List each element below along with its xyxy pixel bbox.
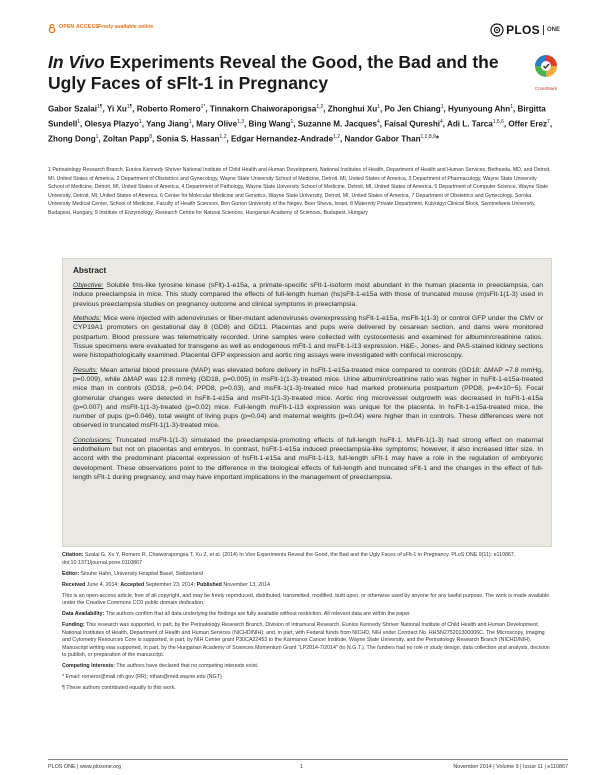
author-separator: , [442, 119, 447, 129]
author-affiliation-sup: 1,3 [237, 118, 245, 125]
plos-one-text: ONE [546, 27, 560, 33]
author-name: Edgar Hernandez-Andrade [230, 134, 334, 144]
open-access-label: OPEN ACCESS [59, 24, 99, 30]
title-italic: In Vivo [48, 52, 105, 72]
open-access-lock-icon [48, 24, 56, 33]
logo-divider [543, 25, 544, 35]
author-name: Gabor Szalai [48, 104, 98, 114]
author-affiliation-sup: 1¶ [126, 104, 133, 110]
footer-journal[interactable]: PLOS ONE | www.plosone.org [48, 764, 122, 770]
author-affiliation-sup: 1 [188, 118, 192, 125]
author-affiliation-sup: 1 [510, 104, 513, 110]
author-affiliation-sup: 1 [440, 104, 444, 110]
page-number: 1 [300, 764, 303, 770]
affiliations: 1 Perinatology Research Branch, Eunice Kennedy Shriver National Institute of Child Health and Human Development, National Institutes of Health, Department of Health and Human Services, Bethesda, MD, and Detroit, MI, United States of America, 2 Department of Obstetrics and Gynecology, Wayne State University School of Medicine, Detroit, MI, United States of America, 3 Department of Pharmacology, Wayne State University School of Medicine, Detroit, MI, United States of America, 4 Department of Pathology, Wayne State University School of Medicine, Detroit, MI, United States of America, 5 Department of Computer Science, Wayne State University, Detroit, MI, United States of America, 6 Center for Molecular Medicine and Genetics, Wayne State University, Detroit, MI, United States of America, 7 Department of Obstetrics and Gynecology, Soroka University Medical Center, School of Medicine, Faculty of Health Sciences, Ben Gurion University of the Negev, Beer Sheva, Israel, 8 Maternity Private Department, Kutvolgyi Clinical Block, Semmelweis University, Budapest, Hungary, 9 Institute of Enzymology, Research Centre for Natural Sciences, Hungarian Academy of Sciences, Budapest, Hungary [48, 167, 551, 216]
dates: Received June 4, 2014; Accepted September 23, 2014; Published November 13, 2014 [62, 581, 270, 588]
abstract-results: Results: Mean arterial blood pressure (MAP) was elevated before delivery in hsFlt-1-e15a-treated mice compared to controls (GD18: ΔMAP =7.8 mmHg, p=0.009), while ΔMAP was 12.8 mmHg (GD18, p=0.005) in msFlt-1(1-3)-treated mice. Urine albumin/creatinine ratio was higher in hsFlt-1-e15a-treated mice than in controls (GD18, p=0.04; PPD8, p=0.03), and msFlt-1(1-3)-treated mice had marked proteinuria postpartum (PPD8, p=4×10−5). Focal glomerular changes were detected in hsFlt-1-e15a and msFlt-1(1-3)-treated mice. Aortic ring microvessel outgrowth was decreased in hsFlt-1-e15a (p=0.007) and msFlt-1(1-3)-treated (p=0.02) mice. Full-length msFlt-1-i13 expression was unique for the placenta. In hsFlt-1-e15a-treated mice, the number of pups (p=0.046), total weight of living pups (p=0.04) and maternal weights (p=0.04) were higher than in controls. These differences were not observed in truncated msFlt-1(1-3)-treated mice. [73, 366, 543, 430]
license: This is an open-access article, free of all copyright, and may be freely reproduced, distributed, transmitted, modified, built upon, or otherwise used by anyone for any lawful purpose. The work is made available under the Creative Commons CC0 public domain dedication. [62, 592, 550, 606]
author-separator: , [244, 119, 249, 129]
author-separator: , [191, 119, 197, 129]
author-affiliation-sup: 8 [149, 133, 153, 140]
author-name: Sonia S. Hassan [156, 134, 220, 144]
article-metadata [62, 552, 552, 696]
author-affiliation-sup: 1* [200, 104, 206, 110]
author-affiliation-sup: 7 [547, 118, 550, 125]
author-separator: , [323, 104, 328, 114]
author-separator: , [503, 119, 509, 129]
author-separator: , [380, 104, 385, 114]
author-name: Offer Erez [508, 119, 548, 129]
author-affiliation-sup: 1 [290, 118, 294, 125]
crossmark-icon [534, 54, 558, 80]
author-separator: , [102, 104, 107, 114]
author-name: Adi L. Tarca [447, 119, 493, 129]
author-affiliation-sup: 1 [138, 118, 142, 125]
abstract-conclusions: Conclusions: Truncated msFlt-1(1-3) simulated the preeclampsia-promoting effects of full-length hsFlt-1. MsFlt-1(1-3) had strong effect on maternal endothelium but not on placentas and embryos. In contrast, hsFlt-1-e15a induced preeclampsia-like symptoms; however, it also increased litter size. In accord with the predominant placental expression of hsFlt-1-e15a and msFlt-1-i13, full-length sFlt-1 may have a role in the regulation of embryonic development. These observations point to the difference in the biological effects of full-length and truncated sFlt-1 and the changes in the effect of full-length sFlt-1 during pregnancy, and may have important implications in the management of preeclampsia. [73, 436, 543, 481]
author-affiliation-sup: 1,2 [219, 133, 227, 140]
data-availability: Data Availability: The authors confirm that all data underlying the findings are fully available without restriction. All relevant data are within the paper. [62, 611, 412, 617]
title-line1: Experiments Reveal the Good, the Bad and the [104, 52, 499, 72]
author-affiliation-sup: 1 [77, 118, 81, 125]
author-list [48, 101, 553, 146]
author-name: Yi Xu [106, 104, 127, 114]
abstract-methods: Methods: Mice were injected with adenoviruses or fiber-mutant adenoviruses overexpressing hsFlt-1-e15a, msFlt-1(1-3) or control GFP under the CMV or CYP19A1 promoters on gestational day 8 (GD8) and GD11. Placentas and pups were delivered by cesarean section, and dams were monitored postpartum. Blood pressure was telemetrically recorded. Urine samples were collected with cystocentesis and examined for albumin/creatinine ratios. Tissue specimens were evaluated for transgene as well as endogenous mFlt-1 and msFlt-1-i13 expression. H&E-, Jones- and PAS-stained kidney sections were histopathologically examined. Placental GFP expression and aortic ring assays were investigated with confocal microscopy. [73, 315, 543, 360]
author-name: Tinnakorn Chaiworapongsa [209, 104, 317, 114]
crossmark-badge[interactable] [526, 54, 566, 91]
author-separator: , [80, 119, 85, 129]
author-name: Faisal Qureshi [384, 119, 441, 129]
author-name: Po Jen Chiang [384, 104, 441, 114]
author-name: Zhonghui Xu [327, 104, 378, 114]
author-affiliation-sup: 4 [440, 118, 443, 125]
author-name: Olesya Plazyo [84, 119, 139, 129]
author-separator: , [512, 104, 518, 114]
author-name: Birgitta Sundell [48, 104, 546, 129]
author-separator: , [549, 119, 553, 129]
page-header [48, 20, 568, 40]
author-name: Roberto Romero [136, 104, 201, 114]
author-name: Zoltan Papp [102, 134, 150, 144]
author-affiliation-sup: 1,2,8,9 [420, 133, 436, 140]
author-name: Zhong Dong [48, 134, 96, 144]
freely-available-label: Freely available online [98, 24, 154, 30]
author-affiliation-sup: 1,5,6 [492, 118, 504, 125]
equal-contribution-note: ¶ These authors contributed equally to this work. [62, 685, 176, 691]
author-name: Hyunyoung Ahn [448, 104, 511, 114]
author-affiliation-sup: 1,2 [333, 133, 341, 140]
plos-logo-text: PLOS [506, 23, 540, 37]
abstract-objective: Objective: Soluble fms-like tyrosine kinase (sFlt)-1-e15a, a primate-specific sFlt-1-isoform most abundant in the human placenta in preeclampsia, can induce preeclampsia in mice. This study compared the effects of full-length human (hs)sFlt-1-e15a with those of truncated mouse (m)sFlt-1(1-3) used in previous preeclampsia studies on pregnancy outcome and clinical symptoms in preeclampsia. [73, 282, 543, 308]
title-line2: Ugly Faces of sFlt-1 in Pregnancy [48, 73, 329, 93]
editor: Editor: Sinuhe Hahn, University Hospital Basel, Switzerland [62, 570, 204, 577]
abstract-body [73, 281, 543, 488]
author-affiliation-sup: 4 [376, 118, 380, 125]
plos-logo-icon [490, 23, 504, 37]
footer-issue: November 2014 | Volume 9 | Issue 11 | e110867 [453, 764, 568, 770]
author-separator: , [132, 104, 137, 114]
author-name: Suzanne M. Jacques [297, 119, 377, 129]
author-separator: , [379, 119, 385, 129]
author-separator: , [205, 104, 210, 114]
article-title [48, 52, 508, 94]
author-affiliation-sup: 1 [95, 133, 99, 140]
plos-one-logo[interactable] [490, 20, 560, 40]
author-affiliation-sup: 1¶ [97, 104, 103, 110]
author-separator: , [293, 119, 298, 129]
author-separator: , [141, 119, 147, 129]
author-separator: , [340, 134, 345, 144]
author-name: Bing Wang [248, 119, 291, 129]
author-name: Nandor Gabor Than [344, 134, 421, 144]
page-footer [48, 764, 568, 772]
crossmark-label: CrossMark [534, 86, 558, 91]
author-separator: , [226, 134, 231, 144]
author-name: Yang Jiang [146, 119, 189, 129]
author-affiliation-sup: 1,2 [316, 104, 324, 110]
funding: Funding: This research was supported, in part, by the Perinatology Research Branch, Division of Intramural Research, Eunice Kennedy Shriver National Institute of Child Health and Human Development, National Institutes of Health, Department of Health and Human Services (NICHD/NIH); and, in part, with Federal funds from NICHD, NIH under Contract No. HHSN275201300006C. The Microscopy, Imaging and Cytometry Resources Core is supported, in part, by NIH Center grant P30CA22453 to the Karmanos Cancer Institute, Wayne State University, and the Perinatology Research Branch (NICHD/NIH). Manuscript writing was supported, in part, by the Hungarian Academy of Sciences Momentum Grant "LP2014-7/2014" (to N.G.T.). The funders had no role in study design, data collection and analysis, decision to publish, or preparation of the manuscript. [62, 622, 550, 658]
author-separator: , [443, 104, 448, 114]
author-separator: , [98, 134, 103, 144]
author-separator: , [152, 134, 157, 144]
abstract-box [62, 258, 552, 547]
abstract-heading: Abstract [73, 266, 107, 275]
author-name: Mary Olive [196, 119, 238, 129]
corresponding-email[interactable]: * Email: romeror@mail.nih.gov (RR); nthan@med.wayne.edu (NGT) [62, 674, 222, 680]
footer-divider [48, 759, 568, 760]
author-affiliation-sup: 1 [377, 104, 380, 110]
competing-interests: Competing Interests: The authors have declared that no competing interests exist. [62, 663, 259, 669]
citation: Citation: Szalai G, Xu Y, Romero R, Chaiworapongsa T, Xu Z, et al. (2014) In Vivo Experiments Reveal the Good, the Bad and the Ugly Faces of sFlt-1 in Pregnancy. PLoS ONE 9(11): e110867. doi:10.1371/journal.pone.0110867 [62, 552, 516, 566]
author-separator: * [435, 134, 439, 144]
